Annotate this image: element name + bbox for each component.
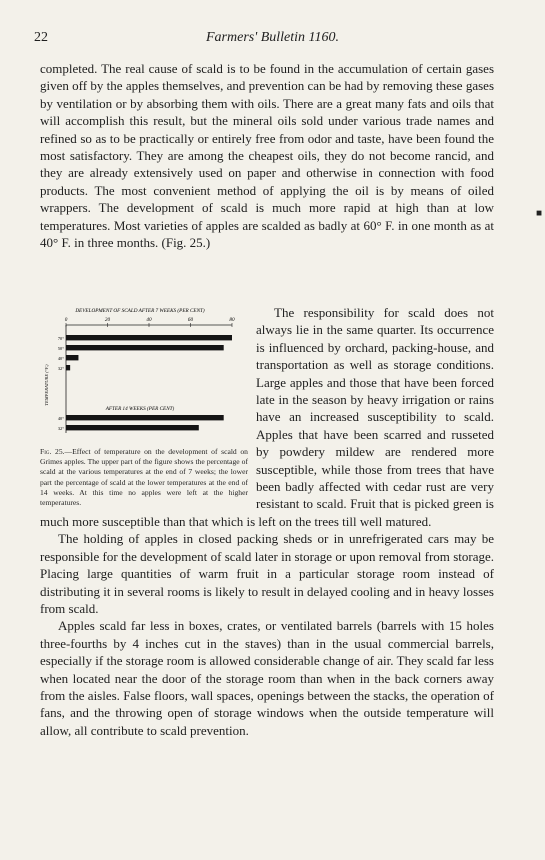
x-tick-label-2: 40 — [146, 317, 152, 323]
figure-caption-text: —Effect of temperature on the development of scald on Grimes apples. The upper part of the figure shows the percentage of scald at the various temperatures at the end of 7 weeks; the lower part the percentage of scald at the lower temperatures at the end of 14 weeks. At this time no apples were left at the higher temperatures. — [40, 447, 248, 508]
margin-mark: ■ — [535, 208, 542, 219]
figure-caption — [40, 447, 248, 508]
x-tick-label-3: 60 — [187, 317, 194, 323]
chart-top-label: DEVELOPMENT OF SCALD AFTER 7 WEEKS (PER CENT) — [75, 308, 205, 314]
figure-caption-label: Fig. 25. — [40, 447, 65, 456]
row-label-14wk-1: 32° — [57, 425, 64, 431]
bar-7wk-2 — [66, 355, 78, 360]
x-tick-label-4: 80 — [229, 317, 235, 323]
running-title: Farmers' Bulletin 1160. — [206, 30, 339, 45]
row-label-14wk-0: 40° — [57, 415, 64, 421]
paragraph-1: completed. The real cause of scald is to be found in the accumulation of certain gases given off by the apples themselves, and prevention can be had by removing these gases by ventilation or by absorbing them with oils. There are a great many fats and oils that will accomplish this result, but the mineral oils sold under various trade names and refined so as to be practically or entirely free from odor and taste, have been found the most satisfactory. They are among the cheapest oils, they do not become rancid, and they are already extensively used on paper and otherwise in connection with food products. The most convenient method of applying the oil is by means of oiled wrappers. The development of scald is much more rapid at high than at low temperatures. Most varieties of apples are scalded as badly at 60° F. in one month as at 40° F. in three months. (Fig. 25.) — [40, 61, 494, 251]
bar-14wk-0 — [66, 415, 224, 420]
chart-mid-label: AFTER 14 WEEKS (PER CENT) — [105, 406, 175, 412]
paragraph-2: The responsibility for scald does not always lie in the same quarter. Its occurrence is influenced by orchard, packing-house, and transportation as well as storage conditions. Large apples and those that have been forced late in the season by heavy irrigation or rains have an increased susceptibility to scald. Apples that have been scarred and russeted by powdery mildew are rendered more susceptible, while those from trees that have been badly affected with cedar rust are very resistant to scald. Fruit that is picked green is much more susceptible than that which is left on the trees till well matured. — [40, 305, 494, 529]
chart-y-label: TEMPERATURE (°F.) — [44, 364, 49, 406]
paragraph-3: The holding of apples in closed packing sheds or in unrefrigerated cars may be responsible for the development of scald later in storage or upon removal from storage. Placing large quantities of warm fruit in a particular storage room instead of distributing it in several rooms is likely to result in delayed cooling and in heavy losses from scald. — [40, 531, 494, 616]
scald-chart — [40, 305, 248, 443]
page-header — [34, 30, 511, 50]
figure-25 — [40, 305, 248, 508]
x-tick-label-0: 0 — [64, 317, 68, 323]
text-block-top — [40, 60, 494, 251]
text-block-main — [40, 304, 494, 739]
row-label-7wk-2: 40° — [57, 355, 64, 361]
paragraph-4: Apples scald far less in boxes, crates, or ventilated barrels (barrels with 15 holes three-fourths by 4 inches cut in the staves) than in the usual commercial barrels, especially if the storage room is allowed considerable change of air. They scald far less when located near the door of the storage room than when in the back corners away from the aisles. False floors, wall spaces, openings between the stacks, the operation of fans, and the throwing open of storage windows when the outside temperature will allow, all contribute to scald prevention. — [40, 618, 494, 738]
row-label-7wk-1: 50° — [57, 345, 64, 351]
bar-7wk-0 — [66, 335, 232, 340]
x-tick-label-1: 20 — [104, 317, 111, 323]
row-label-7wk-3: 32° — [57, 365, 64, 371]
bar-7wk-1 — [66, 345, 224, 350]
row-label-7wk-0: 70° — [57, 335, 64, 341]
page-number: 22 — [34, 30, 48, 45]
bar-7wk-3 — [66, 365, 70, 370]
bar-14wk-1 — [66, 425, 199, 430]
